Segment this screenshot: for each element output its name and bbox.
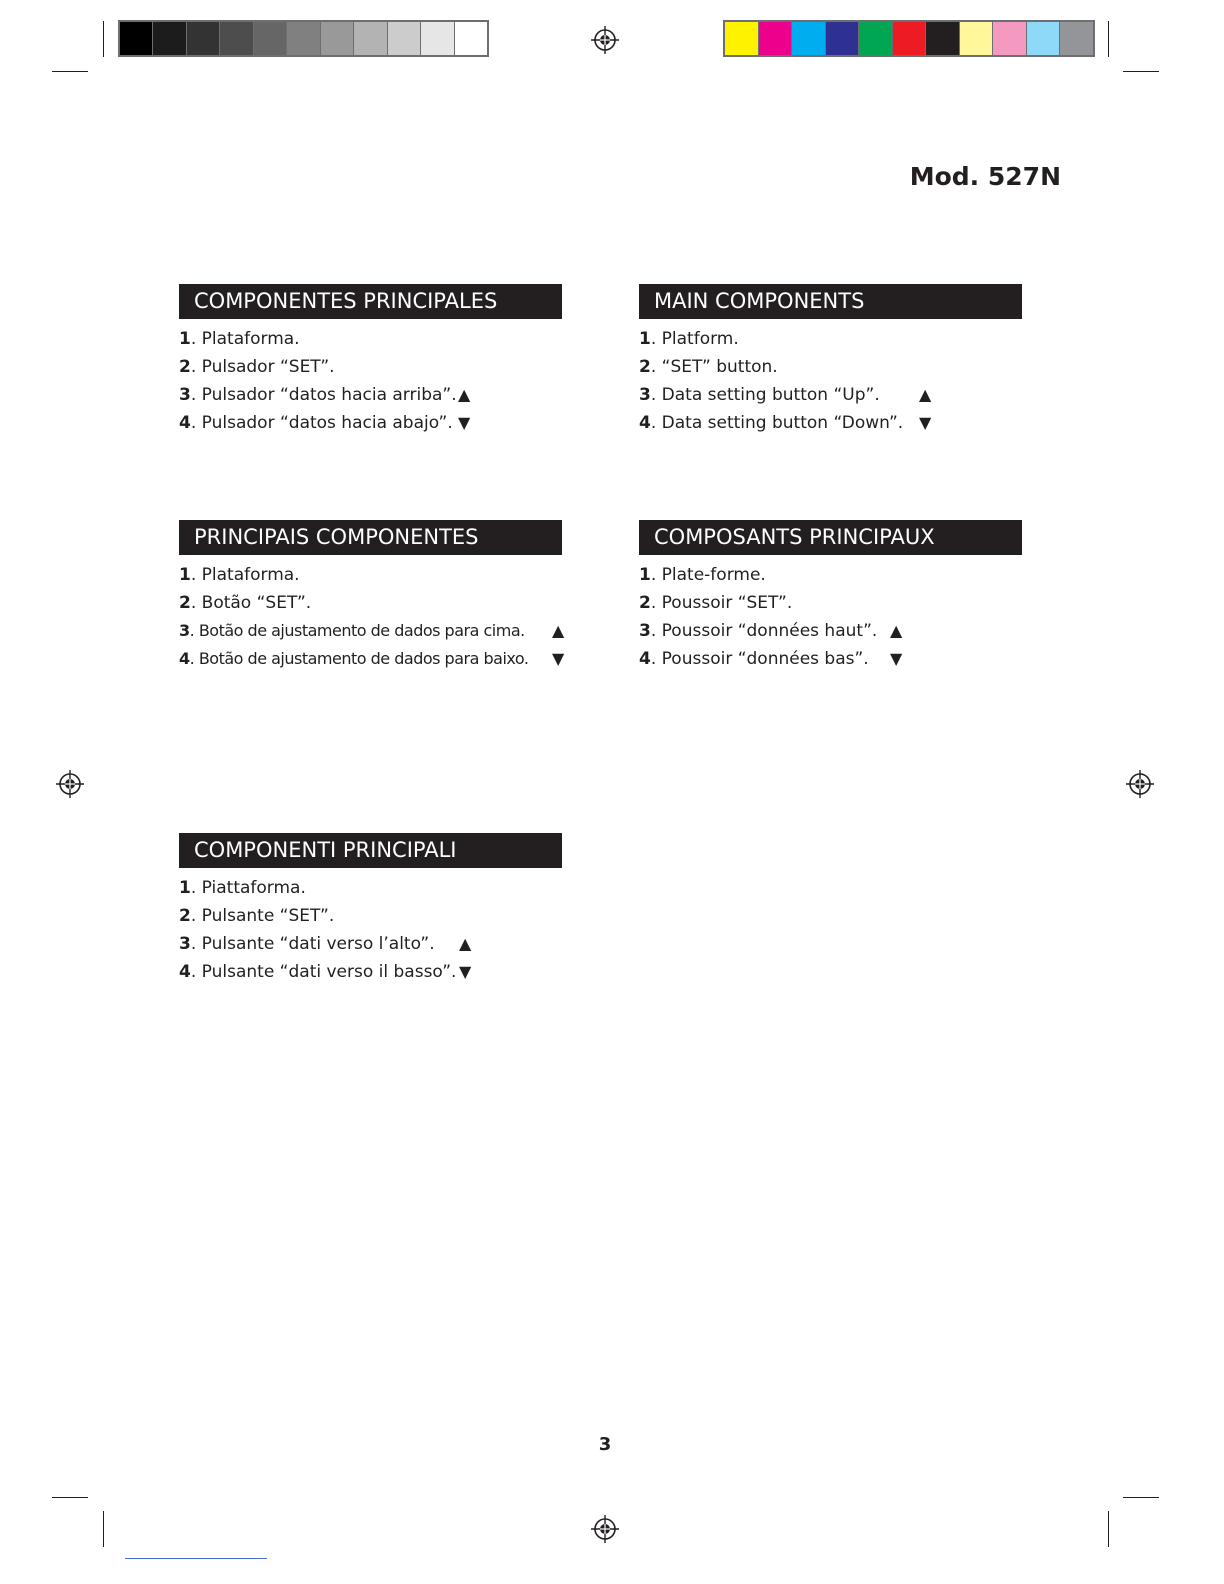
item-number: 2: [179, 357, 191, 377]
item-text: . Platform.: [650, 329, 739, 349]
color-swatch: [354, 22, 387, 55]
item-text: . Pulsante “dati verso l’alto”.: [190, 934, 435, 954]
item-number: 4: [179, 962, 191, 982]
item-number: 4: [639, 413, 651, 433]
item-number: 1: [639, 329, 651, 349]
color-swatch: [321, 22, 354, 55]
list-item: [639, 589, 1039, 617]
item-text: . Poussoir “SET”.: [650, 593, 793, 613]
color-swatch: [826, 22, 860, 55]
color-swatch: [421, 22, 454, 55]
list-item: [179, 561, 579, 589]
color-swatch: [287, 22, 320, 55]
model-number: Mod. 527N: [909, 162, 1061, 191]
list-item: [179, 409, 579, 437]
up-arrow-icon: ▲: [919, 385, 932, 404]
color-swatch: [725, 22, 759, 55]
list-item: [179, 874, 579, 902]
list-item: [179, 325, 579, 353]
item-number: 4: [639, 649, 651, 669]
list-item: [639, 645, 1039, 673]
color-swatch: [960, 22, 994, 55]
crop-mark: [52, 71, 88, 72]
item-number: 2: [179, 906, 191, 926]
up-arrow-icon: ▲: [459, 934, 472, 953]
color-swatch: [759, 22, 793, 55]
item-text: . “SET” button.: [650, 357, 778, 377]
list-item: [639, 617, 1039, 645]
section-title: PRINCIPAIS COMPONENTES: [179, 520, 562, 555]
color-swatch: [1027, 22, 1061, 55]
list-item: [179, 353, 579, 381]
color-swatch: [859, 22, 893, 55]
color-swatch: [893, 22, 927, 55]
item-text: . Botão de ajustamento de dados para cima.: [189, 621, 525, 640]
item-number: 3: [179, 934, 191, 954]
item-number: 3: [639, 385, 651, 405]
crop-mark: [1108, 21, 1109, 57]
list-item: [179, 381, 579, 409]
list-item: [179, 930, 579, 958]
up-arrow-icon: ▲: [552, 621, 565, 640]
list-item: [639, 561, 1039, 589]
section-it: [179, 833, 579, 986]
crop-mark: [1108, 1511, 1109, 1547]
item-text: . Poussoir “données bas”.: [650, 649, 869, 669]
item-number: 2: [639, 357, 651, 377]
crop-mark: [1123, 1497, 1159, 1498]
crop-mark: [52, 1497, 88, 1498]
item-text: . Plate-forme.: [650, 565, 766, 585]
color-swatch: [455, 22, 487, 55]
item-text: . Pulsador “datos hacia abajo”.: [190, 413, 453, 433]
item-number: 3: [639, 621, 651, 641]
item-text: . Pulsador “datos hacia arriba”.: [190, 385, 457, 405]
color-swatch: [254, 22, 287, 55]
registration-mark-icon: [56, 770, 84, 798]
section-es: [179, 284, 579, 437]
color-swatch: [153, 22, 186, 55]
item-number: 4: [179, 649, 190, 668]
crop-mark: [103, 1511, 104, 1547]
color-swatch: [120, 22, 153, 55]
up-arrow-icon: ▲: [890, 621, 903, 640]
list-item: [639, 353, 1039, 381]
color-calibration-strip: [723, 20, 1095, 57]
color-swatch: [388, 22, 421, 55]
item-text: . Poussoir “données haut”.: [650, 621, 878, 641]
item-text: . Data setting button “Up”.: [650, 385, 880, 405]
list-item: [639, 381, 1039, 409]
down-arrow-icon: ▼: [890, 649, 903, 668]
down-arrow-icon: ▼: [919, 413, 932, 432]
registration-mark-icon: [591, 1515, 619, 1543]
grayscale-calibration-strip: [118, 20, 489, 57]
registration-mark-icon: [1126, 770, 1154, 798]
down-arrow-icon: ▼: [552, 649, 565, 668]
crop-mark: [103, 21, 104, 57]
registration-mark-icon: [591, 26, 619, 54]
color-swatch: [1060, 22, 1093, 55]
down-arrow-icon: ▼: [458, 413, 471, 432]
list-item: [179, 645, 579, 673]
item-text: . Botão de ajustamento de dados para baixo.: [189, 649, 529, 668]
page-number: 3: [598, 1434, 612, 1455]
item-number: 1: [639, 565, 651, 585]
item-text: . Pulsador “SET”.: [190, 357, 335, 377]
item-number: 1: [179, 329, 191, 349]
color-swatch: [993, 22, 1027, 55]
item-text: . Plataforma.: [190, 329, 300, 349]
up-arrow-icon: ▲: [458, 385, 471, 404]
color-swatch: [926, 22, 960, 55]
color-swatch: [220, 22, 253, 55]
section-title: COMPOSANTS PRINCIPAUX: [639, 520, 1022, 555]
list-item: [639, 325, 1039, 353]
color-swatch: [792, 22, 826, 55]
section-title: COMPONENTI PRINCIPALI: [179, 833, 562, 868]
down-arrow-icon: ▼: [459, 962, 472, 981]
item-text: . Plataforma.: [190, 565, 300, 585]
item-number: 4: [179, 413, 191, 433]
item-text: . Data setting button “Down”.: [650, 413, 904, 433]
list-item: [179, 589, 579, 617]
crop-mark: [1123, 71, 1159, 72]
item-number: 3: [179, 385, 191, 405]
item-number: 1: [179, 565, 191, 585]
item-text: . Pulsante “dati verso il basso”.: [190, 962, 457, 982]
list-item: [179, 617, 579, 645]
item-text: . Pulsante “SET”.: [190, 906, 335, 926]
item-text: . Botão “SET”.: [190, 593, 312, 613]
list-item: [639, 409, 1039, 437]
section-fr: [639, 520, 1039, 673]
footer-rule: [125, 1558, 267, 1559]
section-title: MAIN COMPONENTS: [639, 284, 1022, 319]
section-title: COMPONENTES PRINCIPALES: [179, 284, 562, 319]
list-item: [179, 958, 579, 986]
section-pt: [179, 520, 579, 673]
item-number: 2: [639, 593, 651, 613]
color-swatch: [187, 22, 220, 55]
item-number: 1: [179, 878, 191, 898]
section-en: [639, 284, 1039, 437]
item-text: . Piattaforma.: [190, 878, 306, 898]
item-number: 3: [179, 621, 190, 640]
list-item: [179, 902, 579, 930]
item-number: 2: [179, 593, 191, 613]
